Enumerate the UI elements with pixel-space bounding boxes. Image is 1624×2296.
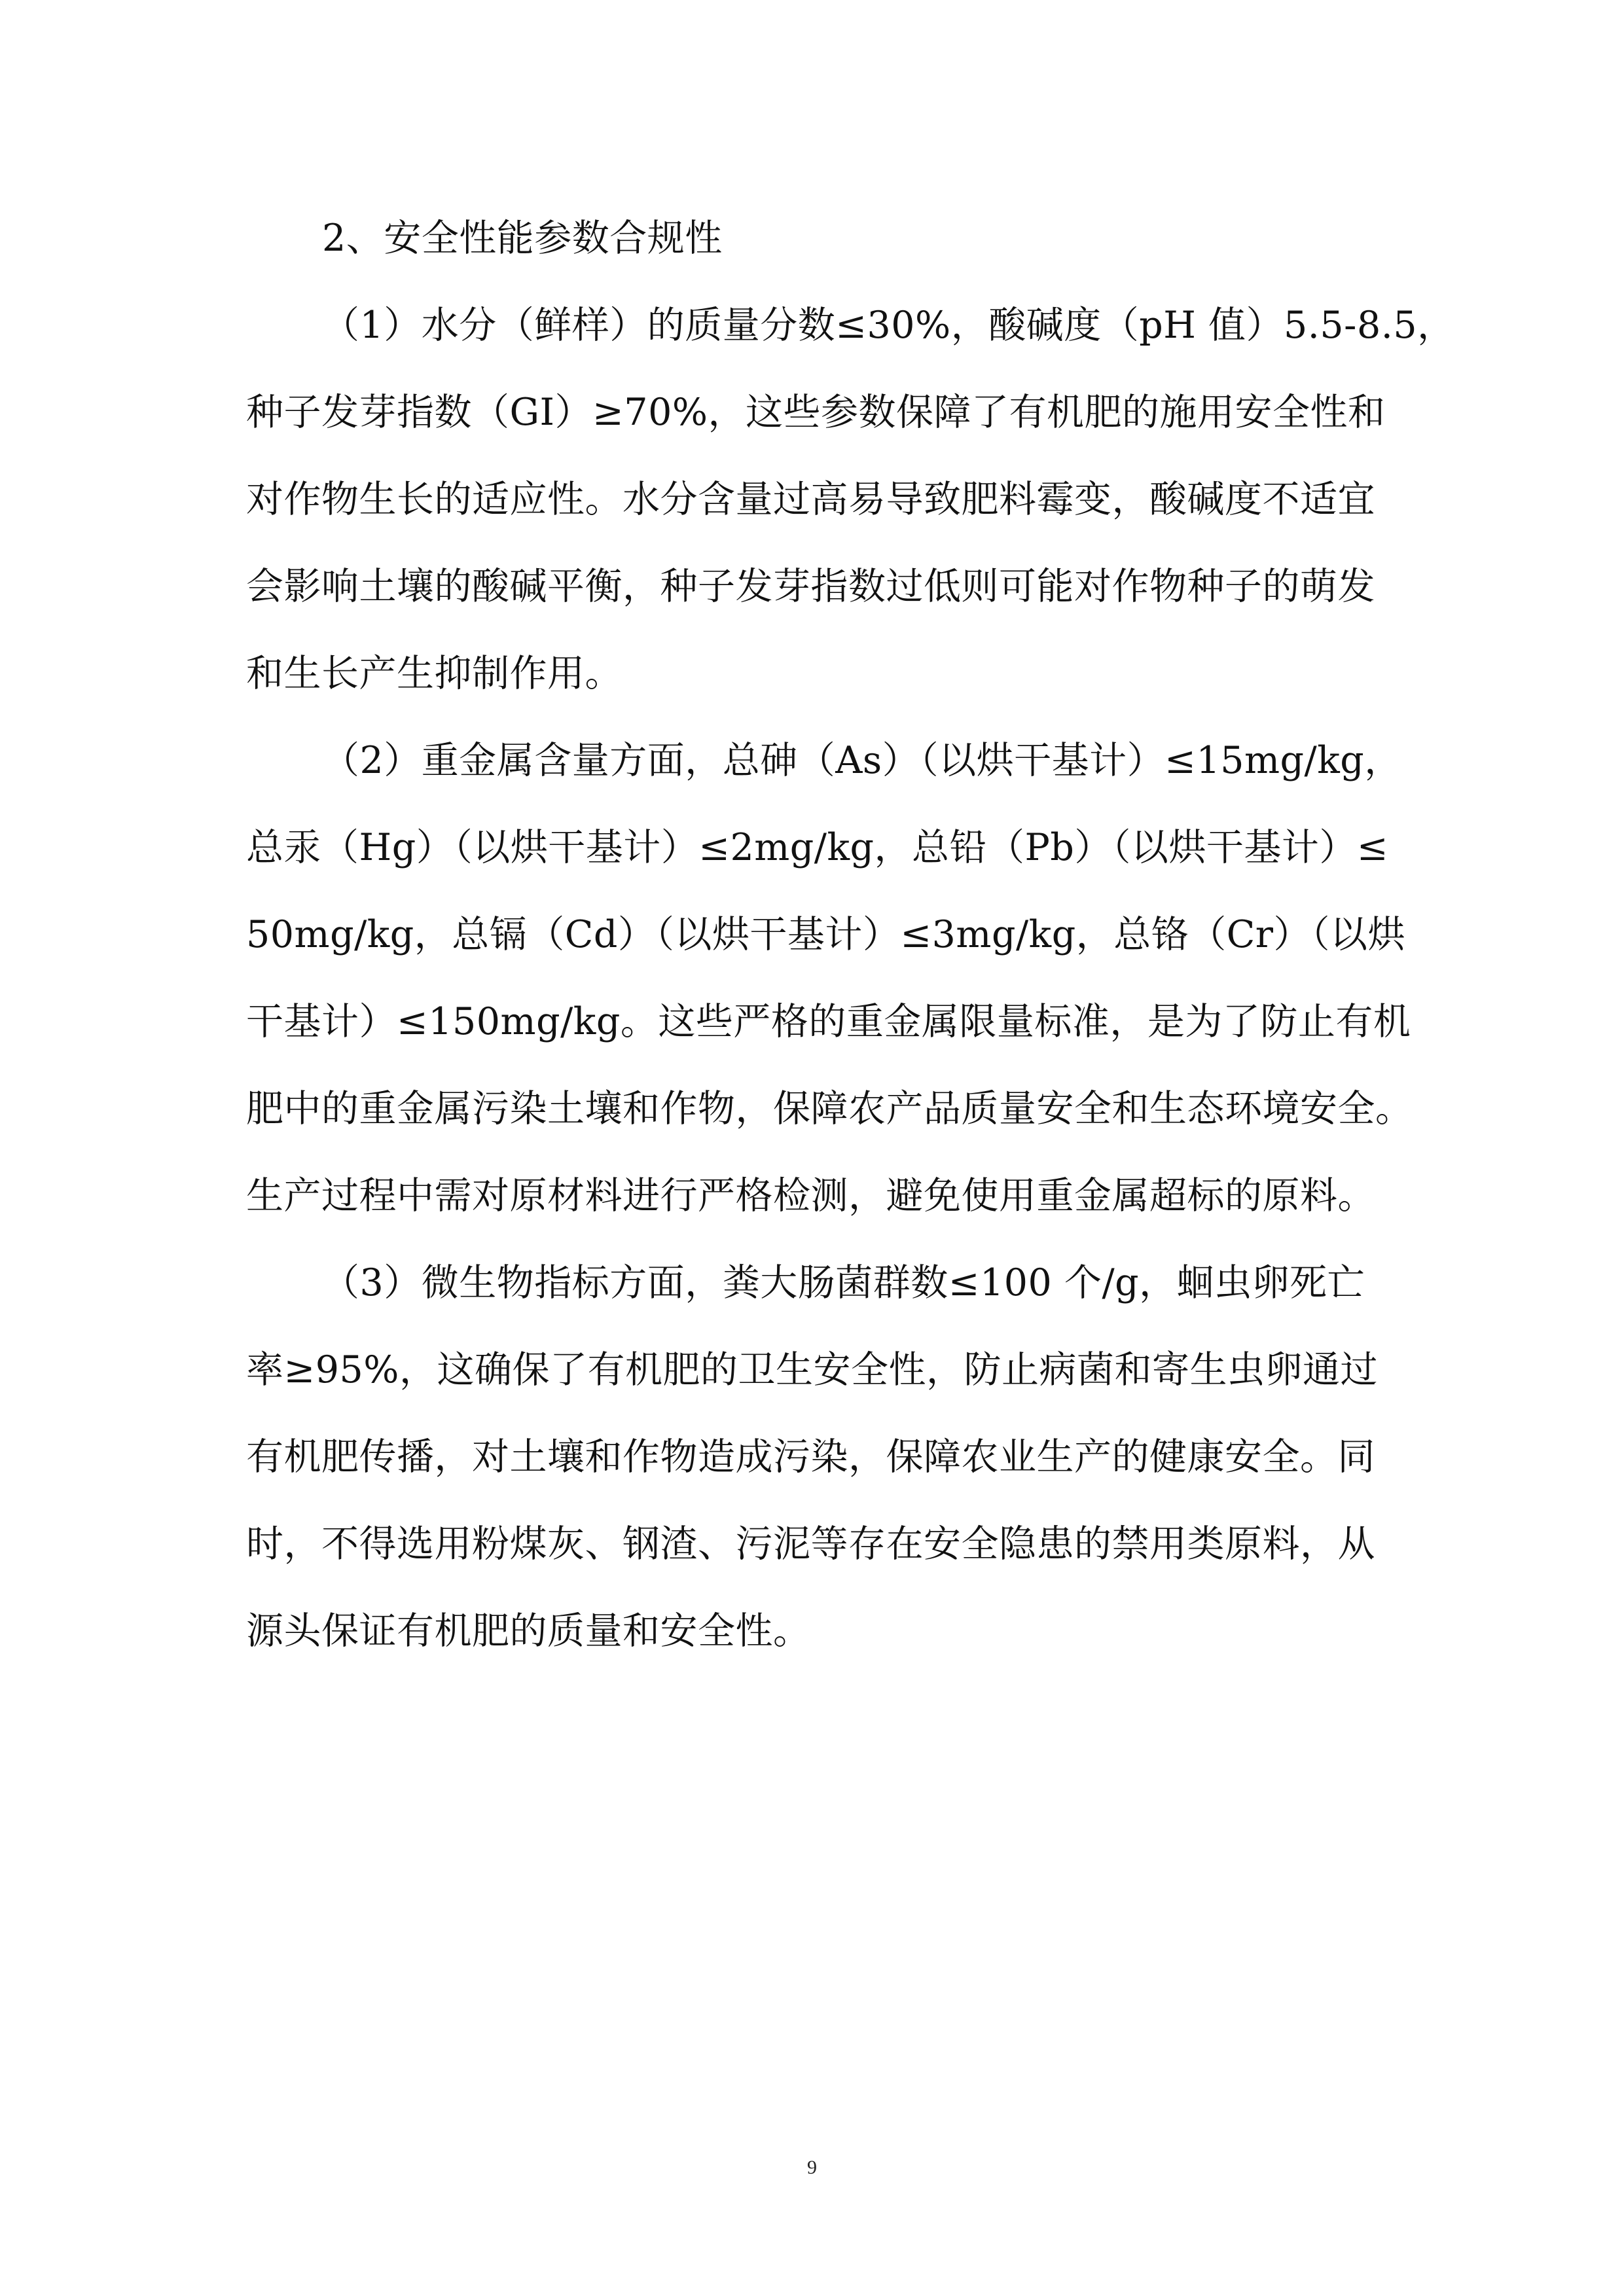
paragraph-line: 肥中的重金属污染土壤和作物，保障农产品质量安全和生态环境安全。 xyxy=(246,1087,1413,1130)
document-body xyxy=(246,195,1455,1675)
paragraph-line: 会影响土壤的酸碱平衡，种子发芽指数过低则可能对作物种子的萌发 xyxy=(246,565,1375,608)
paragraph-line: （2）重金属含量方面，总砷（As）（以烘干基计）≤15mg/kg， xyxy=(322,739,1402,782)
paragraph-line: 时，不得选用粉煤灰、钢渣、污泥等存在安全隐患的禁用类原料，从 xyxy=(246,1522,1375,1566)
paragraph-line: 50mg/kg，总镉（Cd）（以烘干基计）≤3mg/kg，总铬（Cr）（以烘 xyxy=(246,913,1406,956)
paragraph-moisture-ph-gi xyxy=(246,282,1455,717)
paragraph-line: 对作物生长的适应性。水分含量过高易导致肥料霉变，酸碱度不适宜 xyxy=(246,478,1375,521)
paragraph-line: 有机肥传播，对土壤和作物造成污染，保障农业生产的健康安全。同 xyxy=(246,1435,1375,1479)
paragraph-line: （1）水分（鲜样）的质量分数≤30%，酸碱度（pH 值）5.5-8.5， xyxy=(322,304,1455,347)
paragraph-line: （3）微生物指标方面，粪大肠菌群数≤100 个/g，蛔虫卵死亡 xyxy=(322,1261,1365,1304)
paragraph-line: 总汞（Hg）（以烘干基计）≤2mg/kg，总铅（Pb）（以烘干基计）≤ xyxy=(246,826,1389,869)
paragraph-line: 生产过程中需对原材料进行严格检测，避免使用重金属超标的原料。 xyxy=(246,1174,1375,1217)
section-heading: 2、安全性能参数合规性 xyxy=(322,217,723,260)
paragraph-line: 率≥95%，这确保了有机肥的卫生安全性，防止病菌和寄生虫卵通过 xyxy=(246,1348,1378,1391)
paragraph-line: 源头保证有机肥的质量和安全性。 xyxy=(246,1609,811,1653)
paragraph-microbial-indicators xyxy=(246,1240,1385,1675)
paragraph-line: 种子发芽指数（GI）≥70%，这些参数保障了有机肥的施用安全性和 xyxy=(246,391,1386,434)
paragraph-line: 干基计）≤150mg/kg。这些严格的重金属限量标准，是为了防止有机 xyxy=(246,1000,1411,1043)
paragraph-line: 和生长产生抑制作用。 xyxy=(246,652,623,695)
paragraph-heavy-metals xyxy=(246,717,1413,1240)
page-number: 9 xyxy=(807,2157,817,2178)
